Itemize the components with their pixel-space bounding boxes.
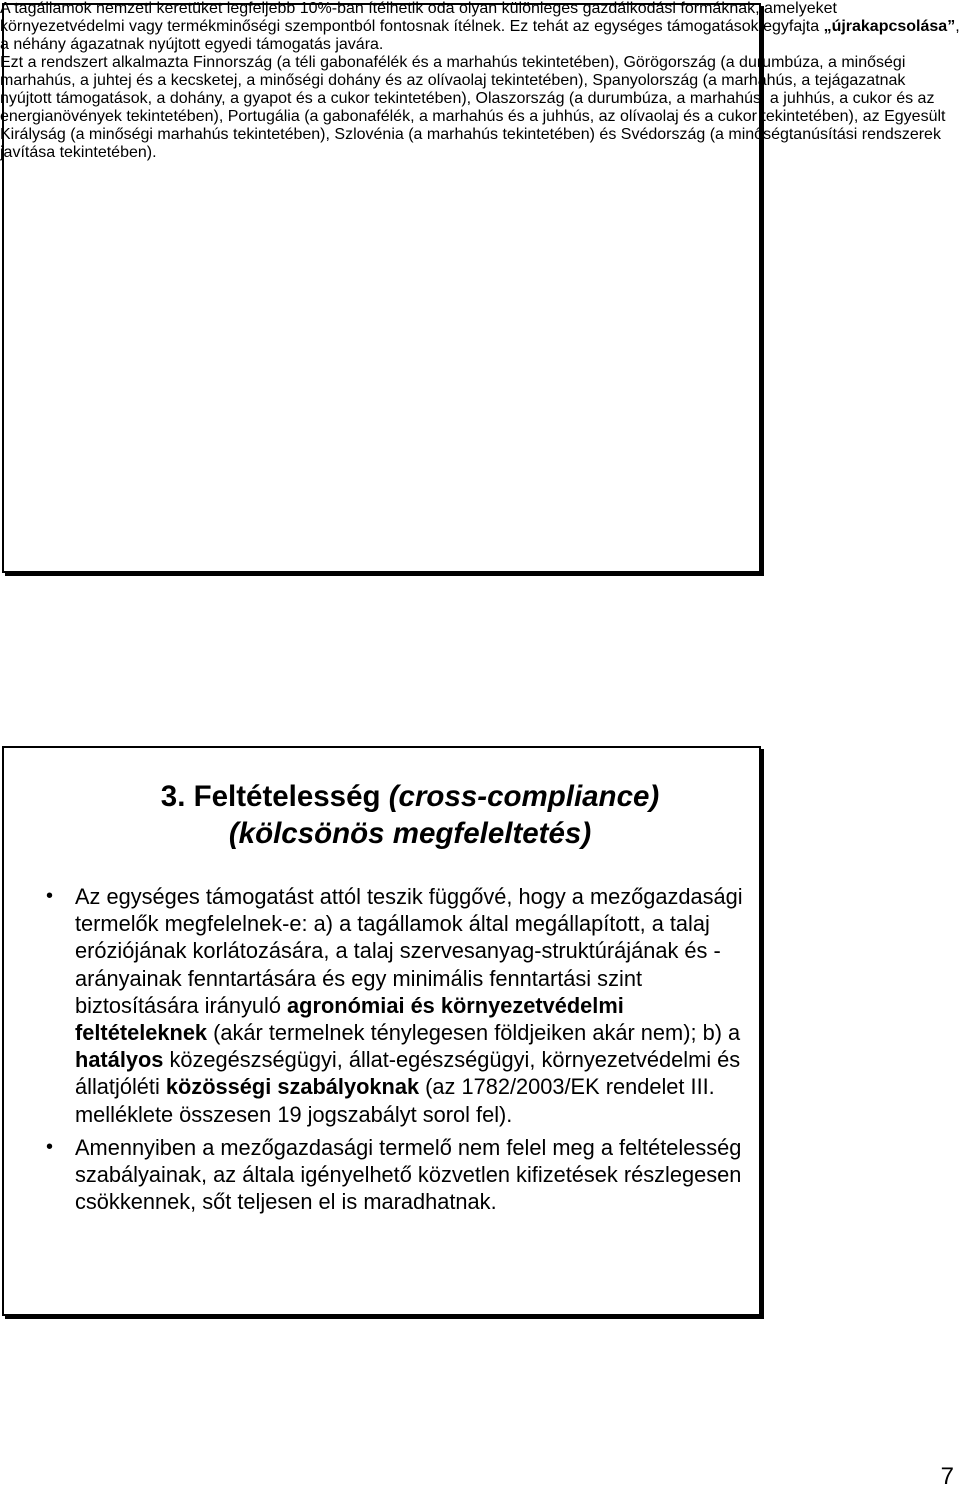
slide-2-bullet-list	[46, 883, 745, 1221]
slide-2-title: 3. Feltételesség (cross-compliance) (kölcsönös megfeleltetés)	[160, 780, 660, 850]
slide-1-bullet-1-text: A tagállamok nemzeti keretüket legfeljebb 10%-ban ítélhetik oda olyan különleges gazdálkodási formáknak, amelyeket környezetvédelmi vagy termékminőségi szempontból fontosnak ítélnek. Ez tehát az egységes támogatások egyfajta „újrakapcsolása”, a néhány ágazatnak nyújtott egyedi támogatás javára.	[0, 0, 960, 53]
slide-2-bullet-2-text: Amennyiben a mezőgazdasági termelő nem felel meg a feltételesség szabályainak, az általa igényelhető közvetlen kifizetések részlegesen csökkennek, sőt teljesen el is maradhatnak.	[75, 1134, 742, 1215]
bullet-dot-icon: •	[46, 1135, 54, 1158]
slide-1-bullet-1	[0, 0, 960, 54]
slide-2-bullet-1	[46, 883, 745, 1128]
slide-1-bullet-2-text: Ezt a rendszert alkalmazta Finnország (a téli gabonafélék és a marhahús tekintetében), Görögország (a durumbúza, a minőségi marhahús, a juhtej és a kecsketej, a minőségi dohány és az olívaolaj tekintetében), Spanyolország (a marhahús, a tejágazatnak nyújtott támogatások, a dohány, a gyapot és a cukor tekintetében), Olaszország (a durumbúza, a marhahús, a juhhús, a cukor és az energianövények tekintetében), Portugália (a gabonafélék, a marhahús és a juhhús, az olívaolaj és a cukor tekintetében), az Egyesült Királyság (a minőségi marhahús tekintetében), Szlovénia (a marhahús tekintetében) és Svédország (a minőségtanúsítási rendszerek javítása tekintetében).	[0, 54, 946, 161]
bullet-dot-icon: •	[46, 885, 54, 907]
slide-1-bullet-2	[0, 54, 960, 162]
slide-2-bullet-1-text: Az egységes támogatást attól teszik függővé, hogy a mezőgazdasági termelők megfelelnek-e: a) a tagállamok által megállapított, a talaj eróziójának korlátozására, a talaj szervesanyag-struktúrájának és -arányainak fenntartására és egy minimális fenntartási szint biztosítására irányuló agronómiai és környezetvédelmi feltételeknek (akár termelnek ténylegesen földjeiken akár nem); b) a hatályos közegészségügyi, állat-egészségügyi, környezetvédelmi és állatjóléti közösségi szabályoknak (az 1782/2003/EK rendelet III. melléklete összesen 19 jogszabályt sorol fel).	[75, 884, 743, 1127]
page-number: 7	[940, 1463, 954, 1490]
slide-1-bullet-list	[0, 0, 960, 162]
slide-2-bullet-2	[46, 1134, 745, 1216]
